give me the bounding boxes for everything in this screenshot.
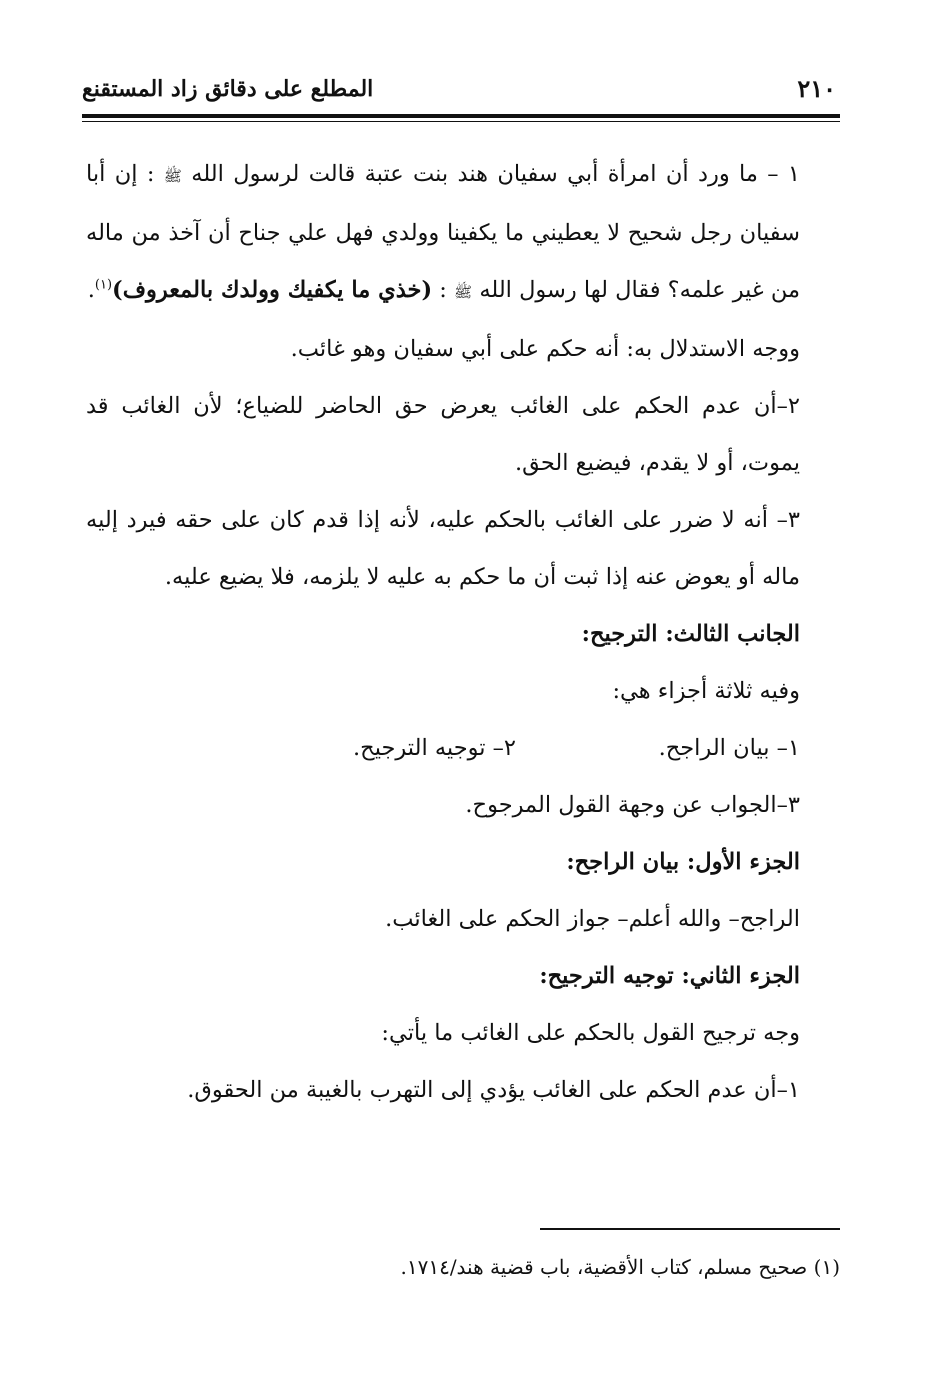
paragraph-evidence-3: ٣– أنه لا ضرر على الغائب بالحكم عليه، لأنه إذا قدم كان على حقه فيرد إليه ماله أو يعوض عنه إذا ثبت أن ما حكم به عليه لا يلزمه، فلا يضيع عليه.	[86, 507, 800, 590]
text-span: : إن أبا سفيان رجل شحيح لا يعطيني ما يكفينا وولدي فهل علي جناح أن آخذ من ماله من غير علمه؟ فقال لها رسول الله	[86, 161, 800, 303]
text-span: .	[87, 277, 95, 303]
paragraph-evidence-2: ٢–أن عدم الحكم على الغائب يعرض حق الحاضر للضياع؛ لأن الغائب قد يموت، أو لا يقدم، فيضيع الحق.	[86, 393, 800, 476]
page-number: ٢١٠	[797, 74, 836, 103]
footnote-separator	[540, 1228, 840, 1230]
page-header	[82, 72, 840, 112]
list-item: ٣–الجواب عن وجهة القول المرجوح.	[465, 792, 800, 818]
part2-heading: الجزء الثاني: توجيه الترجيح:	[539, 963, 800, 989]
header-rule	[82, 114, 840, 118]
footnote: (١) صحيح مسلم، كتاب الأقضية، باب قضية هند/١٧١٤.	[400, 1255, 840, 1279]
list-item: ١– بيان الراجح.	[658, 735, 800, 761]
running-title: المطلع على دقائق زاد المستقنع	[82, 76, 374, 102]
footnote-reference: (١)	[94, 277, 113, 293]
text-span: :	[439, 277, 447, 303]
paragraph-evidence-1	[86, 146, 836, 321]
main-text	[86, 146, 836, 1119]
paragraph-tarjih-point-1: ١–أن عدم الحكم على الغائب يؤدي إلى التهرب بالغيبة من الحقوق.	[187, 1077, 800, 1103]
text-span: ١ – ما ورد أن امرأة أبي سفيان هند بنت عتبة قالت لرسول الله	[191, 161, 801, 187]
honorific-glyph: ﷺ	[163, 167, 182, 185]
part1-heading: الجزء الأول: بيان الراجح:	[566, 849, 800, 875]
list-item: ٢– توجيه الترجيح.	[353, 735, 516, 761]
paragraph-intro-parts: وفيه ثلاثة أجزاء هي:	[612, 678, 800, 704]
honorific-glyph: ﷺ	[454, 283, 473, 301]
header-rule-thin	[82, 121, 840, 122]
parts-list-row	[86, 720, 836, 777]
section-heading: الجانب الثالث: الترجيح:	[581, 621, 800, 647]
paragraph-istidlal: ووجه الاستدلال به: أنه حكم على أبي سفيان وهو غائب.	[290, 336, 800, 362]
paragraph-rajih: الراجح– والله أعلم– جواز الحكم على الغائب.	[385, 906, 800, 932]
paragraph-tarjih-intro: وجه ترجيح القول بالحكم على الغائب ما يأتي:	[381, 1020, 800, 1046]
hadith-quote: (خذي ما يكفيك وولدك بالمعروف)	[112, 277, 433, 303]
